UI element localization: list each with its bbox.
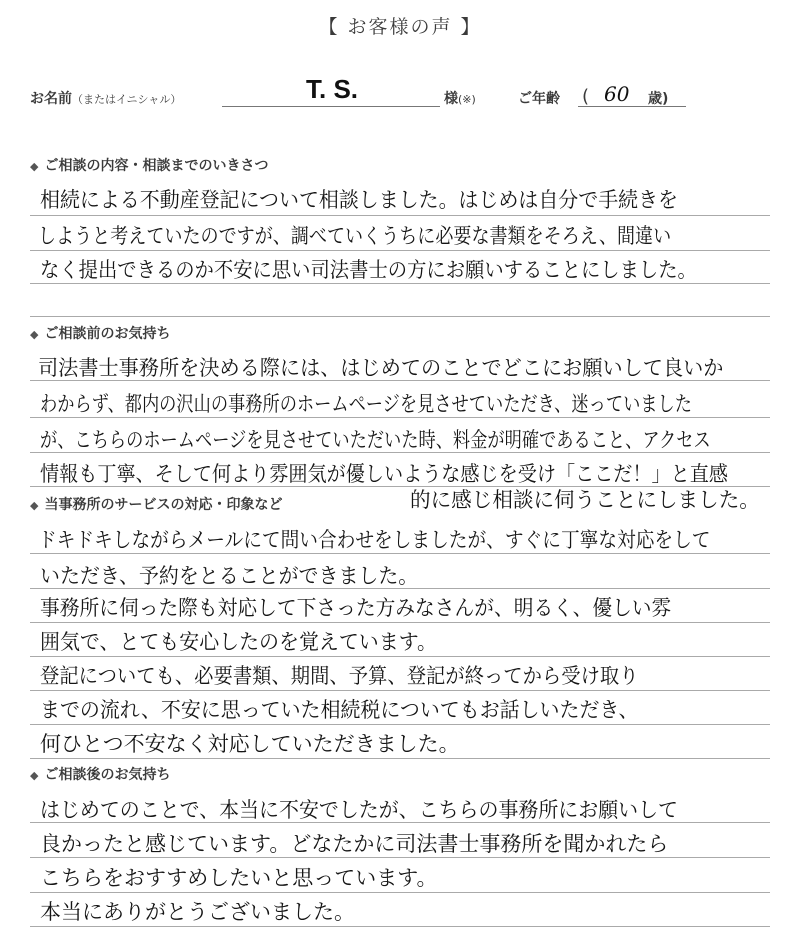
age-label: ご年齢	[518, 91, 560, 107]
name-label	[30, 88, 181, 108]
section-heading-service	[30, 494, 282, 514]
handwritten-line: ドキドキしながらメールにて問い合わせをしましたが、すぐに丁寧な対応をして	[38, 528, 711, 552]
ruled-line	[30, 724, 770, 725]
handwritten-line: 司法書士事務所を決める際には、はじめてのことでどこにお願いして良いか	[38, 356, 724, 380]
page-title: 【 お客様の声 】	[318, 16, 482, 38]
section-heading-after	[30, 764, 170, 784]
ruled-line	[30, 656, 770, 657]
age-unit: 歳)	[648, 91, 669, 107]
handwritten-line: 情報も丁寧、そして何より雰囲気が優しいような感じを受け「ここだ！」と直感	[40, 462, 728, 486]
handwritten-line: 何ひとつ不安なく対応していただきました。	[40, 732, 460, 756]
name-label-note: （またはイニシャル）	[72, 93, 182, 106]
honorific-text: 様	[444, 91, 458, 107]
section-heading-text: ご相談後のお気持ち	[44, 767, 171, 783]
ruled-line	[30, 622, 770, 623]
section-heading-text: ご相談の内容・相談までのいきさつ	[44, 158, 269, 174]
ruled-line	[30, 250, 770, 251]
handwritten-line: こちらをおすすめしたいと思っています。	[40, 866, 438, 890]
diamond-bullet-icon: ◆	[30, 160, 39, 173]
handwritten-line: いただき、予約をとることができました。	[40, 564, 419, 588]
handwritten-line: なく提出できるのか不安に思い司法書士の方にお願いすることにしました。	[40, 258, 697, 282]
ruled-line	[30, 892, 770, 893]
handwritten-line: はじめてのことで、本当に不安でしたが、こちらの事務所にお願いして	[40, 798, 678, 822]
handwritten-line: が、こちらのホームページを見させていただいた時、料金が明確であること、アクセス	[40, 428, 711, 452]
handwritten-line: わからず、都内の沢山の事務所のホームページを見させていただき、迷っていました	[40, 392, 692, 416]
ruled-line	[30, 690, 770, 691]
age-value: 60	[604, 82, 630, 106]
handwritten-line: 登記についても、必要書類、期間、予算、登記が終ってから受け取り	[40, 664, 639, 688]
handwritten-line: までの流れ、不安に思っていた相続税についてもお話しいただき、	[40, 698, 639, 722]
name-value: T. S.	[306, 74, 359, 104]
ruled-line	[30, 316, 770, 317]
diamond-bullet-icon: ◆	[30, 769, 39, 782]
diamond-bullet-icon: ◆	[30, 499, 39, 512]
section-heading-consultation	[30, 155, 268, 175]
section-heading-text: 当事務所のサービスの対応・印象など	[44, 497, 283, 513]
handwritten-line: 良かったと感じています。どなたかに司法書士事務所を聞かれたら	[40, 832, 669, 856]
honorific-note: (※)	[458, 93, 476, 106]
handwritten-line: 本当にありがとうございました。	[40, 900, 355, 924]
name-underline	[222, 106, 440, 107]
handwritten-line: 相続による不動産登記について相談しました。はじめは自分で手続きを	[40, 188, 678, 212]
ruled-line	[30, 926, 770, 927]
name-label-text: お名前	[30, 91, 72, 107]
age-open-paren: (	[582, 86, 590, 107]
age-underline	[578, 106, 686, 107]
section-heading-before	[30, 323, 170, 343]
handwritten-line: 的に感じ相談に伺うことにしました。	[410, 488, 760, 512]
handwritten-line: 囲気で、とても安心したのを覚えています。	[40, 630, 438, 654]
handwritten-line: 事務所に伺った際も対応して下さった方みなさんが、明るく、優しい雰	[40, 596, 672, 620]
honorific-label	[444, 88, 476, 108]
section-heading-text: ご相談前のお気持ち	[44, 326, 171, 342]
ruled-line	[30, 758, 770, 759]
handwritten-line: しようと考えていたのですが、調べていくうちに必要な書類をそろえ、間違い	[38, 224, 672, 248]
ruled-line	[30, 215, 770, 216]
diamond-bullet-icon: ◆	[30, 328, 39, 341]
